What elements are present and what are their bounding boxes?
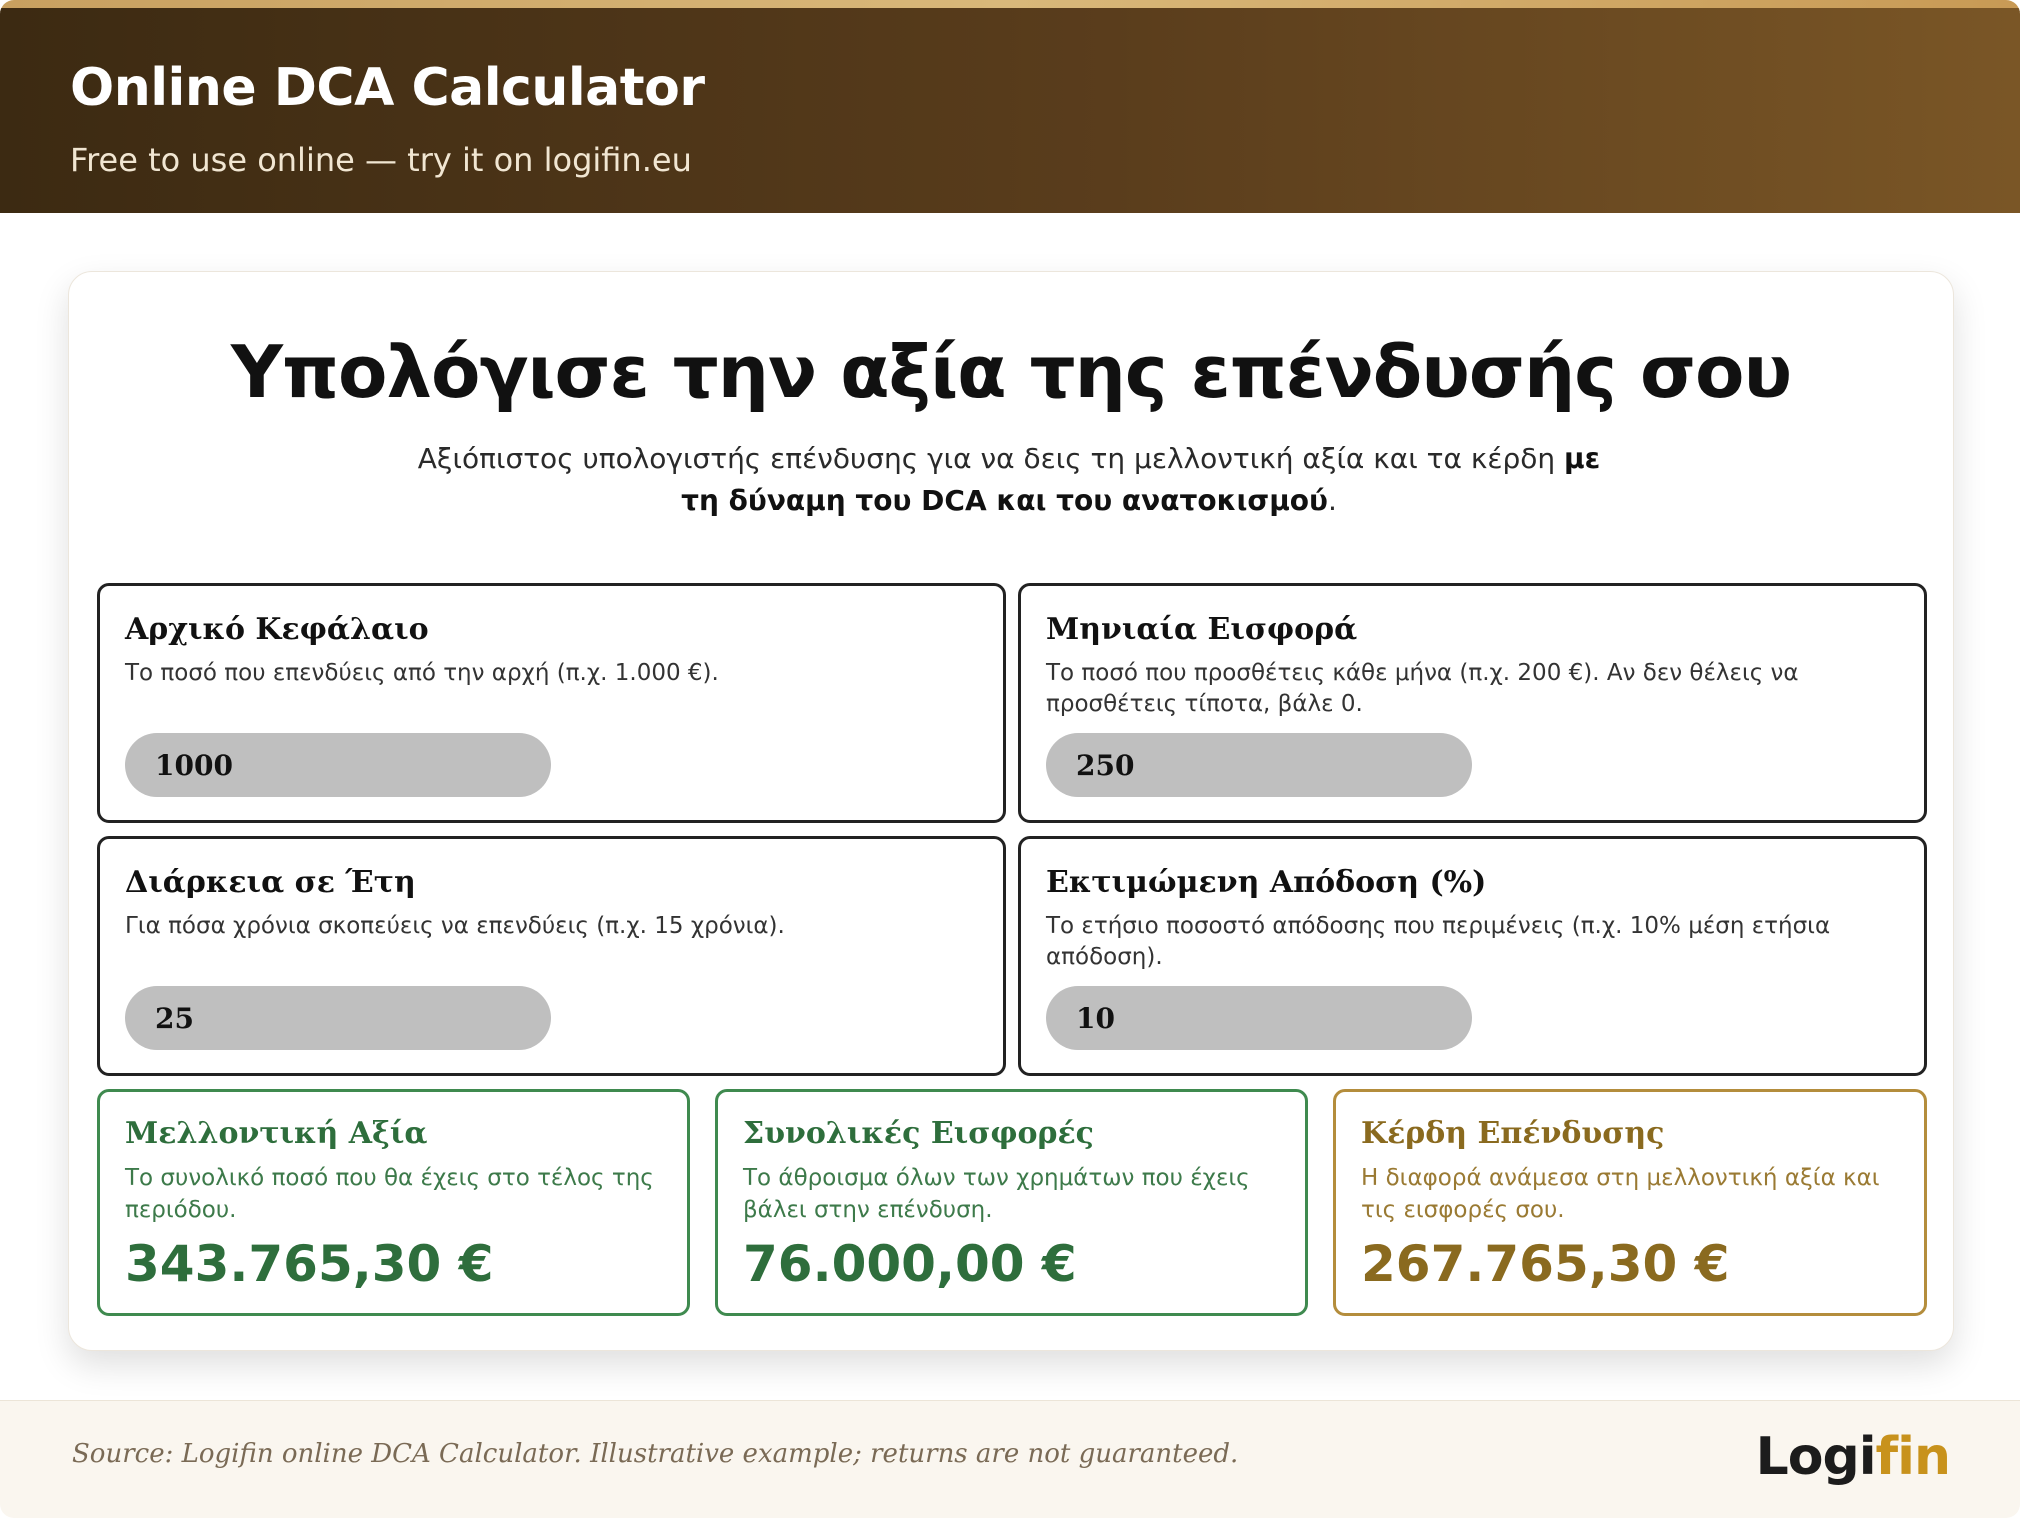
duration-years-box bbox=[97, 836, 1006, 1076]
source-note: Source: Logifin online DCA Calculator. Illustrative example; returns are not guaranteed. bbox=[72, 1439, 1239, 1469]
expected-return-help: Το ετήσιο ποσοστό απόδοσης που περιμένεις (π.χ. 10% μέση ετήσια απόδοση). bbox=[1046, 913, 1831, 970]
duration-years-input[interactable] bbox=[125, 986, 551, 1050]
header-title: Online DCA Calculator bbox=[70, 58, 705, 118]
monthly-contribution-input[interactable] bbox=[1046, 733, 1472, 797]
page-title: Υπολόγισε την αξία της επένδυσής σου bbox=[230, 330, 1792, 414]
monthly-contribution-label: Μηνιαία Εισφορά bbox=[1046, 612, 1358, 647]
footer bbox=[0, 1400, 2020, 1518]
intro-text bbox=[399, 438, 1619, 522]
investment-gains-help: Η διαφορά ανάμεσα στη μελλοντική αξία και τις εισφορές σου. bbox=[1361, 1165, 1880, 1223]
investment-gains-card bbox=[1333, 1089, 1927, 1316]
initial-capital-label: Αρχικό Κεφάλαιο bbox=[125, 612, 429, 647]
logo-accent-text: fin bbox=[1875, 1427, 1950, 1487]
total-contributions-card bbox=[715, 1089, 1308, 1316]
expected-return-label: Εκτιμώμενη Απόδοση (%) bbox=[1046, 865, 1487, 900]
total-contributions-label: Συνολικές Εισφορές bbox=[743, 1116, 1094, 1151]
expected-return-box bbox=[1018, 836, 1927, 1076]
initial-capital-help: Το ποσό που επενδύεις από την αρχή (π.χ. 1.000 €). bbox=[125, 660, 719, 686]
total-contributions-amount: 76.000,00 € bbox=[743, 1235, 1077, 1293]
future-value-amount: 343.765,30 € bbox=[125, 1235, 494, 1293]
investment-gains-amount: 267.765,30 € bbox=[1361, 1235, 1730, 1293]
expected-return-input[interactable] bbox=[1046, 986, 1472, 1050]
header-subtitle: Free to use online — try it on logifin.eu bbox=[70, 141, 692, 179]
total-contributions-help: Το άθροισμα όλων των χρημάτων που έχεις βάλει στην επένδυση. bbox=[743, 1165, 1250, 1223]
initial-capital-input[interactable] bbox=[125, 733, 551, 797]
duration-years-help: Για πόσα χρόνια σκοπεύεις να επενδύεις (π.χ. 15 χρόνια). bbox=[125, 913, 785, 939]
calculator-card bbox=[68, 271, 1954, 1351]
monthly-contribution-help: Το ποσό που προσθέτεις κάθε μήνα (π.χ. 200 €). Αν δεν θέλεις να προσθέτεις τίποτα, βάλε 0. bbox=[1046, 660, 1799, 717]
header-banner bbox=[0, 8, 2020, 213]
intro-plain: Αξιόπιστος υπολογιστής επένδυσης για να δεις τη μελλοντική αξία και τα κέρδη bbox=[417, 442, 1565, 475]
investment-gains-label: Κέρδη Επένδυσης bbox=[1361, 1116, 1665, 1151]
logo-main-text: Logi bbox=[1755, 1427, 1876, 1487]
future-value-help: Το συνολικό ποσό που θα έχεις στο τέλος της περιόδου. bbox=[125, 1165, 654, 1223]
logifin-logo bbox=[1756, 1427, 1950, 1487]
initial-capital-box bbox=[97, 583, 1006, 823]
intro-bold: με τη δύναμη του DCA και του ανατοκισμού bbox=[681, 442, 1601, 517]
monthly-contribution-box bbox=[1018, 583, 1927, 823]
intro-end: . bbox=[1327, 484, 1337, 517]
future-value-label: Μελλοντική Αξία bbox=[125, 1116, 428, 1151]
future-value-card bbox=[97, 1089, 690, 1316]
duration-years-label: Διάρκεια σε Έτη bbox=[125, 865, 416, 900]
